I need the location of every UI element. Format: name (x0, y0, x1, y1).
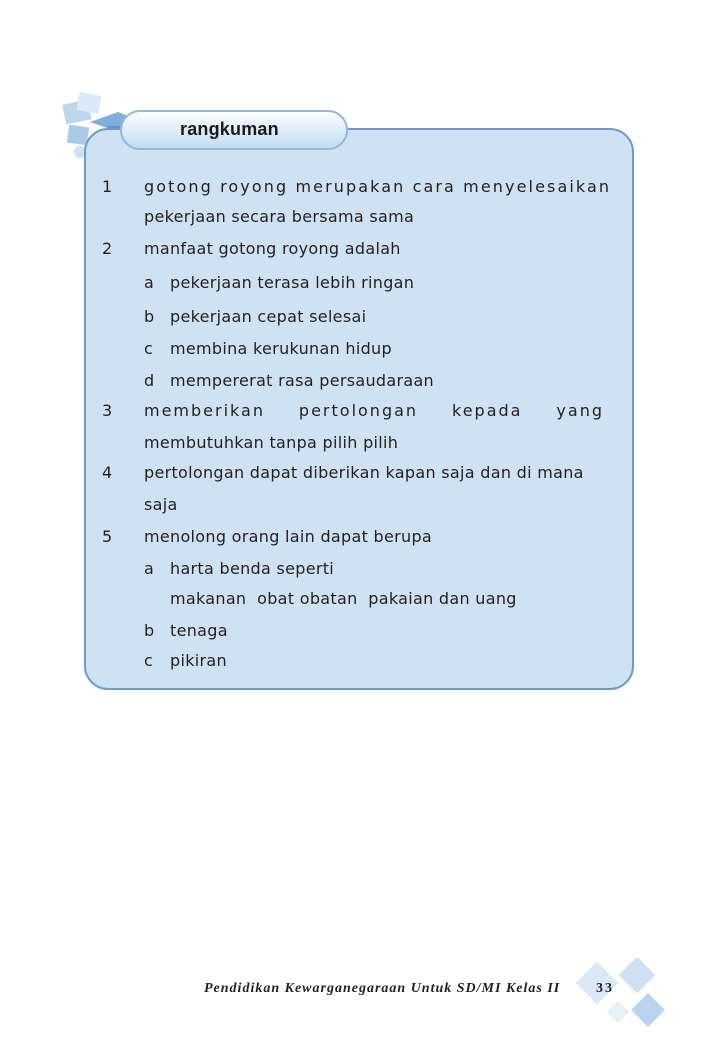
item-word: memberikan (144, 401, 265, 420)
sub-text: membina kerukunan hidup (170, 339, 392, 358)
item-text: manfaat gotong royong adalah (144, 239, 401, 258)
sub-continuation: makanan obat obatan pakaian dan uang (170, 589, 517, 608)
sub-text: pekerjaan terasa lebih ringan (170, 273, 415, 292)
item-word: pertolongan (298, 401, 419, 420)
item-text: menolong orang lain dapat berupa (144, 527, 433, 546)
item-number: 4 (102, 463, 113, 482)
sub-text: pekerjaan cepat selesai (170, 307, 367, 326)
sub-letter: a (144, 273, 155, 292)
footer-book-title: Pendidikan Kewarganegaraan Untuk SD/MI Kelas II (204, 981, 561, 996)
sub-text: mempererat rasa persaudaraan (170, 371, 434, 390)
page-number: 33 (596, 981, 614, 996)
item-number: 2 (102, 239, 113, 258)
item-text: pertolongan dapat diberikan kapan saja dan di mana (144, 463, 584, 482)
sub-text: harta benda seperti (170, 559, 335, 578)
item-text: gotong royong merupakan cara menyelesaikan (144, 177, 612, 196)
item-text: membutuhkan tanpa pilih pilih (144, 433, 399, 452)
item-number: 1 (102, 177, 113, 196)
item-text: pekerjaan secara bersama sama (144, 207, 415, 226)
sub-text: tenaga (170, 621, 228, 640)
item-word: kepada (452, 401, 523, 420)
sub-letter: d (144, 371, 155, 390)
corner-decoration-icon (574, 958, 674, 1038)
sub-letter: c (144, 339, 154, 358)
section-title: rangkuman (180, 119, 279, 139)
sub-letter: b (144, 307, 155, 326)
item-number: 5 (102, 527, 113, 546)
item-text: saja (144, 495, 178, 514)
item-word: yang (556, 401, 604, 420)
sub-letter: b (144, 621, 155, 640)
item-number: 3 (102, 401, 113, 420)
item-text (144, 396, 604, 426)
sub-letter: c (144, 651, 154, 670)
sub-letter: a (144, 559, 155, 578)
sub-text: pikiran (170, 651, 227, 670)
